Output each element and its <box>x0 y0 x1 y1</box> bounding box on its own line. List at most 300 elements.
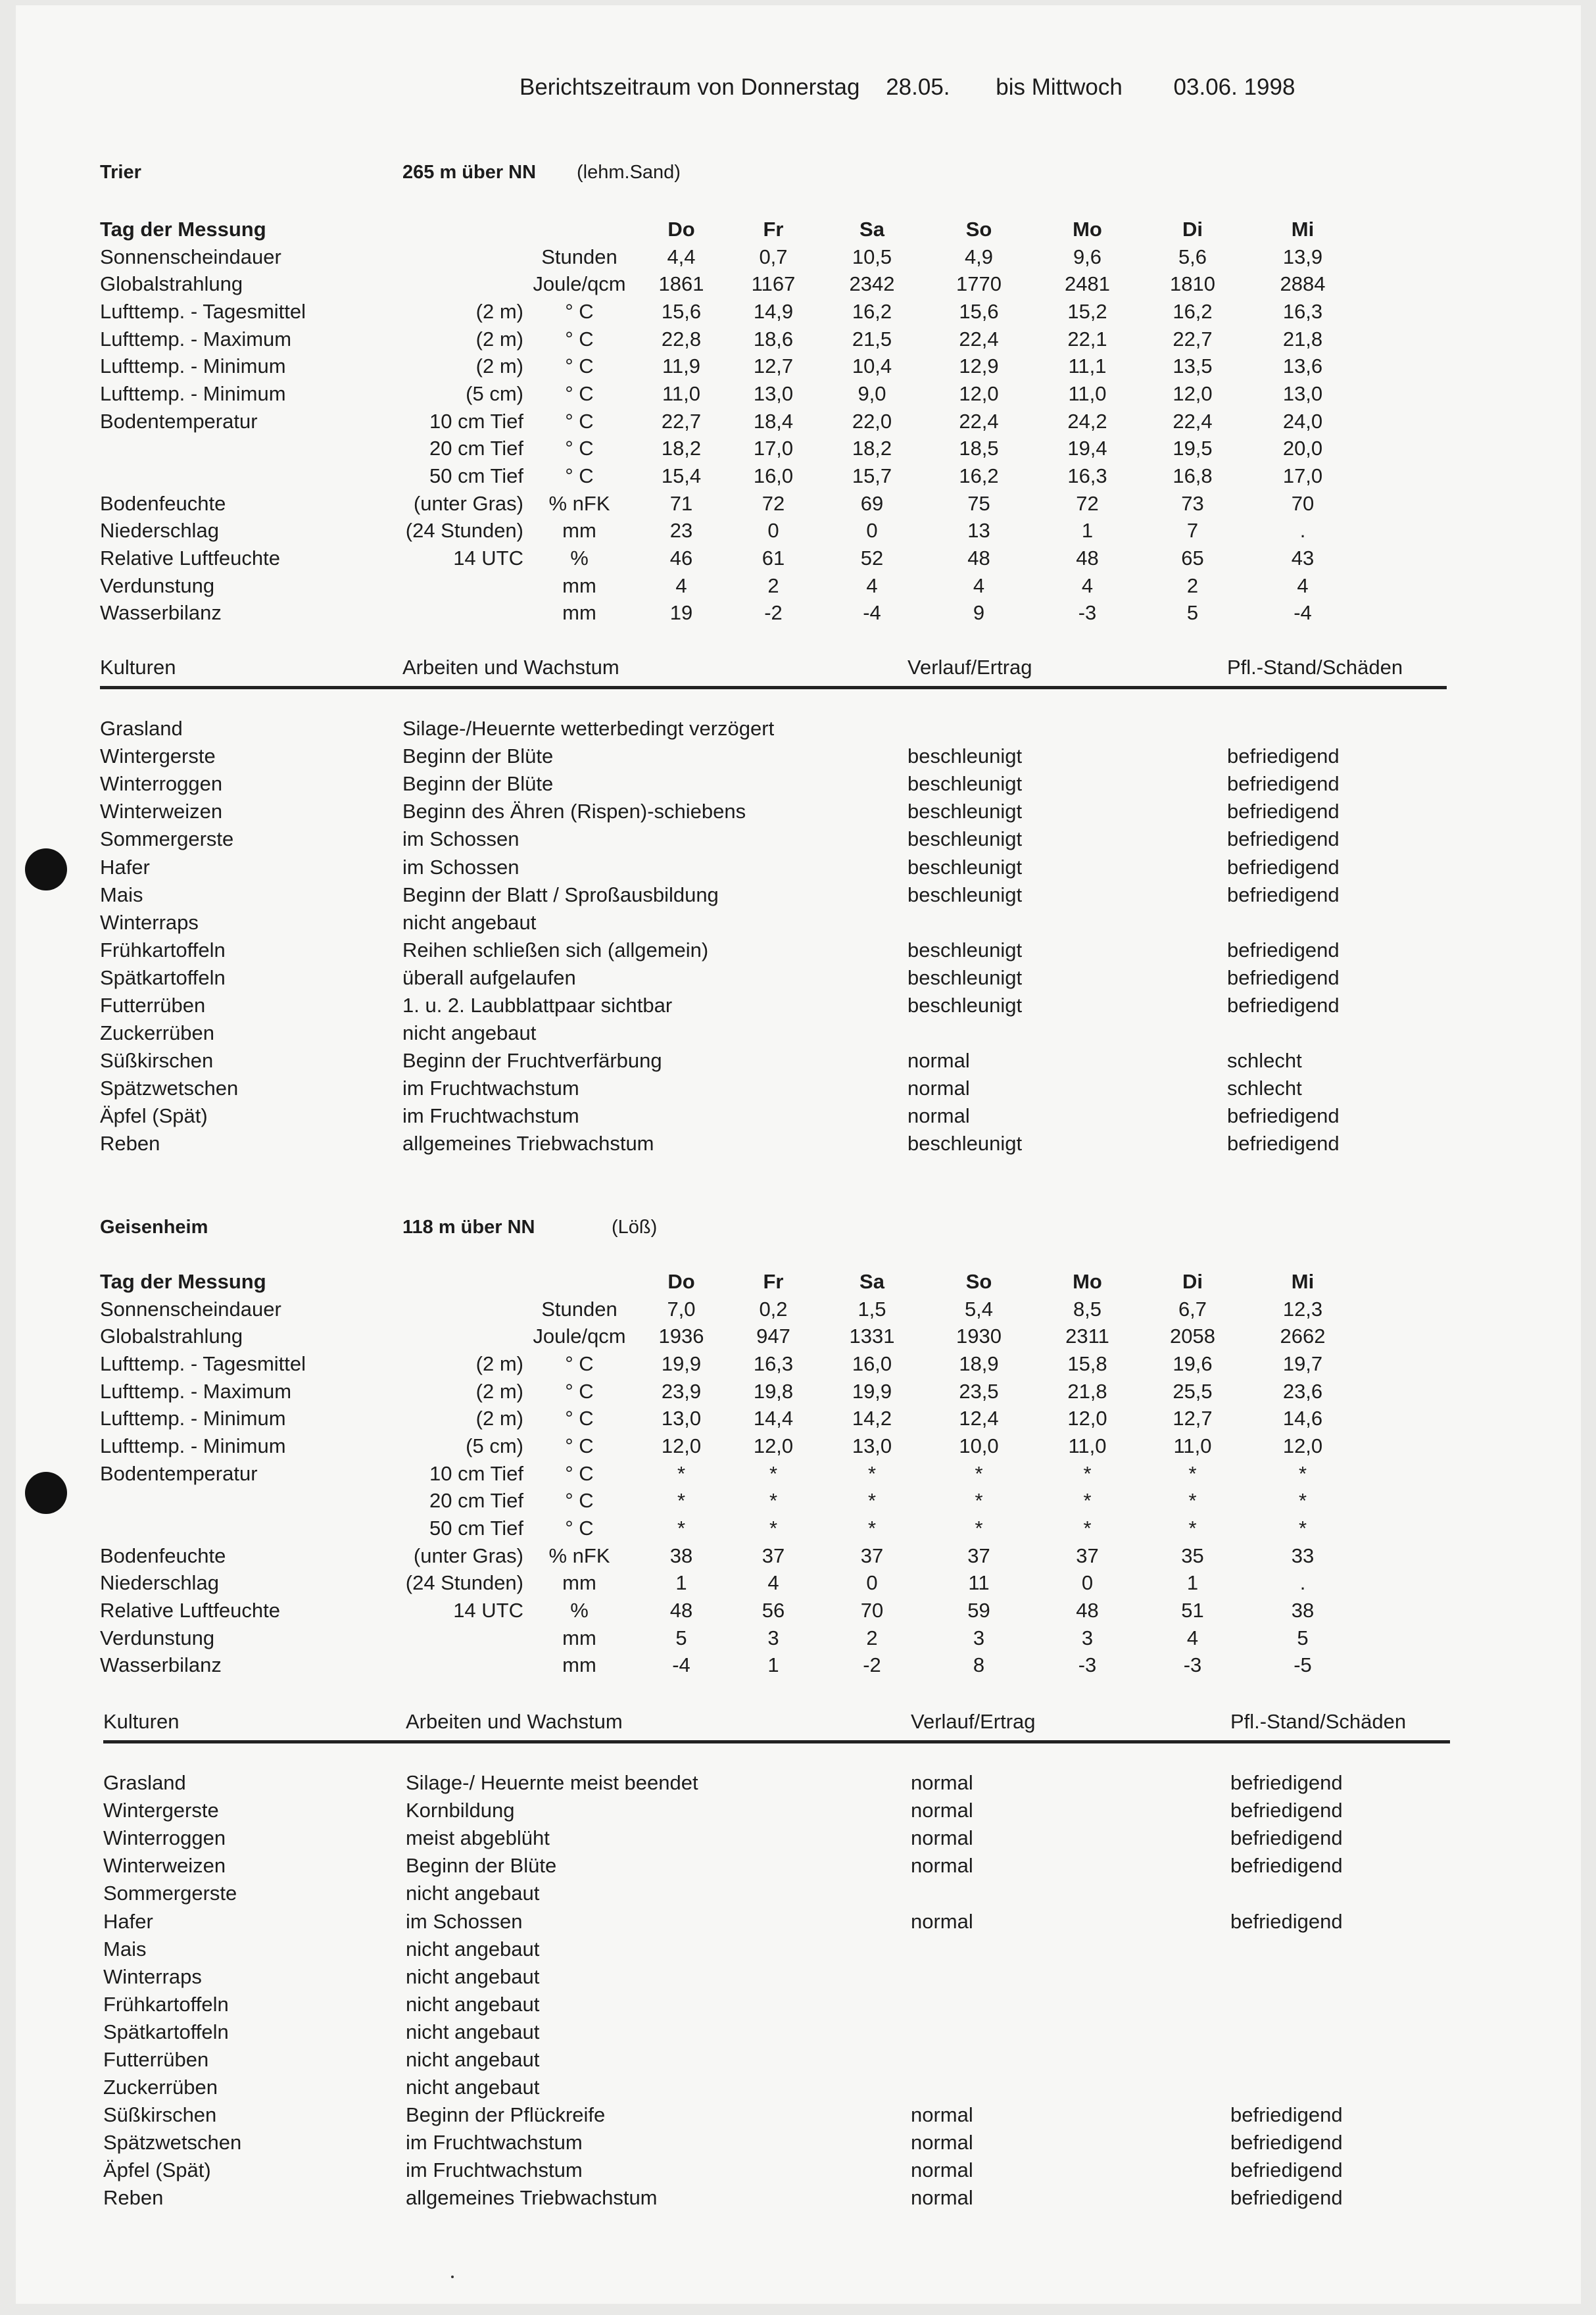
crop-condition: befriedigend <box>1227 938 1340 962</box>
measurement-value: 12,4 <box>959 1407 999 1430</box>
measurement-value: 2 <box>866 1626 878 1649</box>
crop-name: Hafer <box>103 1909 153 1933</box>
measurement-value: * <box>867 1517 877 1540</box>
measurement-label: Bodentemperatur <box>100 409 258 433</box>
measurement-value: 5 <box>675 1626 687 1649</box>
measurement-value: * <box>1298 1461 1307 1485</box>
crop-row <box>103 1963 1454 1991</box>
crop-work: im Schossen <box>406 1909 523 1933</box>
measurement-row <box>100 572 1362 600</box>
measurement-value: 14,6 <box>1282 1407 1323 1430</box>
measurement-value: 19 <box>669 601 693 625</box>
day-header: Mi <box>1291 1269 1315 1293</box>
measurement-value: 4 <box>1297 573 1309 597</box>
measurement-value: 18,9 <box>959 1352 999 1375</box>
measurement-condition: (2 m) <box>475 1379 523 1403</box>
crops-header-verlauf: Verlauf/Ertrag <box>911 1710 1036 1733</box>
measurement-condition: (2 m) <box>475 1352 523 1375</box>
measurement-value: 21,5 <box>852 327 892 351</box>
measurement-value: * <box>1083 1461 1092 1485</box>
crop-row <box>100 798 1451 825</box>
measurement-value: 19,4 <box>1067 437 1107 460</box>
header-cond <box>370 1268 523 1296</box>
measurement-value: 33 <box>1291 1544 1315 1567</box>
crop-name: Reben <box>103 2186 164 2210</box>
measurement-row <box>100 435 1362 463</box>
measurement-condition: (2 m) <box>475 327 523 351</box>
measurement-label: Lufttemp. - Minimum <box>100 381 286 405</box>
measurement-value: 75 <box>967 491 990 515</box>
crop-row <box>100 853 1451 881</box>
crop-name: Hafer <box>100 855 150 879</box>
crop-condition <box>1227 1019 1451 1047</box>
crop-progress: normal <box>907 1104 970 1128</box>
measurement-condition: 50 cm Tief <box>429 1517 523 1540</box>
measurement-value: 4 <box>675 573 687 597</box>
measurement-value: 12,0 <box>959 381 999 405</box>
measurement-label: Wasserbilanz <box>100 1653 222 1677</box>
measurement-condition: 20 cm Tief <box>429 1489 523 1513</box>
crop-work: nicht angebaut <box>406 1964 540 1988</box>
measurement-value: -4 <box>863 601 881 625</box>
measurement-row <box>100 600 1362 627</box>
crop-work: Beginn der Blatt / Sproßausbildung <box>402 883 719 906</box>
measurement-value: 13,0 <box>1282 381 1323 405</box>
crop-condition: befriedigend <box>1227 1104 1340 1128</box>
measurement-value: 2481 <box>1065 272 1110 296</box>
measurement-unit: ° C <box>565 1434 594 1457</box>
crop-name: Futterrüben <box>100 993 206 1017</box>
crop-work: nicht angebaut <box>406 2047 540 2071</box>
measurement-condition: (2 m) <box>475 1407 523 1430</box>
crop-work: Beginn des Ähren (Rispen)-schiebens <box>402 800 746 823</box>
measurement-value: * <box>1188 1517 1197 1540</box>
crop-condition: befriedigend <box>1227 1132 1340 1156</box>
crop-condition: befriedigend <box>1227 827 1340 851</box>
measurement-value: 15,7 <box>852 464 892 488</box>
measurement-value: 24,0 <box>1282 409 1323 433</box>
measurement-label: Niederschlag <box>100 519 219 543</box>
crop-progress: beschleunigt <box>907 993 1023 1017</box>
station-name: Geisenheim <box>100 1217 208 1238</box>
measurement-label: Relative Luftfeuchte <box>100 1599 281 1622</box>
crop-progress <box>911 2018 1230 2046</box>
crop-row <box>100 715 1451 743</box>
measurement-row <box>100 298 1362 326</box>
measurement-value: 15,2 <box>1067 299 1107 323</box>
crop-name: Äpfel (Spät) <box>100 1104 208 1128</box>
crop-work: allgemeines Triebwachstum <box>402 1132 654 1156</box>
measurement-value: -4 <box>672 1653 690 1677</box>
measurement-value: 4,4 <box>667 245 696 268</box>
measurement-value: 22,7 <box>1173 327 1213 351</box>
measurement-label: Verdunstung <box>100 1626 215 1649</box>
measurement-label <box>100 1515 370 1542</box>
crop-condition <box>1230 1936 1454 1963</box>
measurement-row <box>100 243 1362 271</box>
measurement-row <box>100 380 1362 408</box>
measurement-value: 11 <box>968 1571 990 1595</box>
measurement-value: 43 <box>1291 547 1315 570</box>
measurement-value: 23,6 <box>1282 1379 1323 1403</box>
measurement-value: 16,2 <box>959 464 999 488</box>
measurement-table <box>100 216 1362 627</box>
measurement-value: 17,0 <box>753 437 794 460</box>
crop-name: Winterroggen <box>103 1826 226 1850</box>
crop-work: im Schossen <box>402 827 520 851</box>
crop-work: meist abgeblüht <box>406 1826 550 1850</box>
measurement-value: 16,8 <box>1173 464 1213 488</box>
measurement-value: 2058 <box>1170 1325 1215 1348</box>
measurement-value: 22,0 <box>852 409 892 433</box>
measurement-unit: Joule/qcm <box>533 272 626 296</box>
measurement-value: 48 <box>967 547 990 570</box>
measurement-value: 1167 <box>751 272 796 296</box>
measurement-value: 23,9 <box>661 1379 702 1403</box>
crop-row <box>100 1047 1451 1075</box>
measurement-value: 15,6 <box>959 299 999 323</box>
measurement-value: 1 <box>767 1653 779 1677</box>
measurement-value: 2884 <box>1280 272 1326 296</box>
crop-row <box>100 964 1451 992</box>
measurement-value: 10,5 <box>852 245 892 268</box>
measurement-condition: (5 cm) <box>466 381 523 405</box>
crop-name: Winterweizen <box>103 1854 226 1878</box>
measurement-row <box>100 1515 1362 1542</box>
crop-progress: normal <box>911 1909 973 1933</box>
measurement-row <box>100 1405 1362 1432</box>
crops-table <box>103 1769 1454 2212</box>
measurement-unit: ° C <box>565 299 594 323</box>
measurement-row <box>100 490 1362 518</box>
measurement-unit: % nFK <box>548 491 610 515</box>
measurement-label: Niederschlag <box>100 1571 219 1595</box>
measurement-unit: ° C <box>565 464 594 488</box>
crop-row <box>100 1102 1451 1130</box>
measurement-unit: mm <box>562 519 596 543</box>
crop-progress: beschleunigt <box>907 938 1023 962</box>
measurement-value: 22,4 <box>959 409 999 433</box>
crop-progress <box>911 1880 1230 1907</box>
measurement-value: 12,0 <box>1067 1407 1107 1430</box>
crop-condition: befriedigend <box>1230 1854 1343 1878</box>
measurement-value: 18,6 <box>753 327 794 351</box>
measurement-condition <box>370 600 523 627</box>
speck-mark <box>451 2276 454 2278</box>
crop-progress <box>911 2046 1230 2074</box>
measurement-value: 3 <box>767 1626 779 1649</box>
measurement-value: 72 <box>1076 491 1099 515</box>
station-name: Trier <box>100 162 141 183</box>
day-header: Fr <box>763 217 784 241</box>
measurement-value: 0,7 <box>759 245 788 268</box>
measurement-condition: (unter Gras) <box>413 491 523 515</box>
crop-progress: beschleunigt <box>907 883 1023 906</box>
measurement-value: 51 <box>1181 1599 1204 1622</box>
measurement-row <box>100 1460 1362 1488</box>
measurement-value: 22,4 <box>1173 409 1213 433</box>
crop-progress: normal <box>907 1077 970 1100</box>
measurement-value: 38 <box>669 1544 693 1567</box>
measurement-row <box>100 1570 1362 1597</box>
measurement-value: 13,9 <box>1282 245 1323 268</box>
crop-row <box>100 825 1451 853</box>
measurement-condition: (5 cm) <box>466 1434 523 1457</box>
crop-name: Futterrüben <box>103 2047 209 2071</box>
day-header: Do <box>667 217 695 241</box>
crop-progress <box>911 2074 1230 2101</box>
measurement-label: Globalstrahlung <box>100 272 243 296</box>
measurement-row <box>100 1597 1362 1624</box>
measurement-value: 1936 <box>658 1325 704 1348</box>
measurement-value: 2342 <box>849 272 895 296</box>
measurement-label <box>100 1488 370 1515</box>
measurement-value: 16,2 <box>1173 299 1213 323</box>
measurement-value: 11,0 <box>662 381 701 405</box>
measurement-condition: 10 cm Tief <box>429 1461 523 1485</box>
crop-row <box>103 1880 1454 1907</box>
measurement-value: 12,0 <box>753 1434 794 1457</box>
measurement-label: Lufttemp. - Minimum <box>100 1407 286 1430</box>
crop-row <box>100 1075 1451 1102</box>
measurement-condition: 10 cm Tief <box>429 409 523 433</box>
measurement-value: 17,0 <box>1282 464 1323 488</box>
measurement-label: Verdunstung <box>100 573 215 597</box>
station-soil: (Löß) <box>612 1217 658 1238</box>
crop-condition: befriedigend <box>1230 1826 1343 1850</box>
measurement-value: * <box>769 1517 778 1540</box>
crop-name: Spätkartoffeln <box>100 965 226 989</box>
measurement-table <box>100 1268 1362 1679</box>
measurement-unit: ° C <box>565 1407 594 1430</box>
measurement-value: -4 <box>1294 601 1312 625</box>
day-header: Fr <box>763 1269 784 1293</box>
measurement-value: 46 <box>669 547 693 570</box>
crop-progress: beschleunigt <box>907 800 1023 823</box>
measurement-value: 71 <box>669 491 693 515</box>
report-period-header <box>520 74 1295 101</box>
crop-work: nicht angebaut <box>406 2020 540 2043</box>
crops-header-verlauf: Verlauf/Ertrag <box>907 656 1032 679</box>
measurement-value: 16,3 <box>1067 464 1107 488</box>
measurement-row <box>100 1624 1362 1652</box>
measurement-value: 7 <box>1186 519 1199 543</box>
measurement-value: 11,0 <box>1068 381 1107 405</box>
crop-name: Winterraps <box>103 1964 202 1988</box>
measurement-value: 22,8 <box>661 327 702 351</box>
crop-work: überall aufgelaufen <box>402 965 576 989</box>
crop-progress <box>907 1019 1227 1047</box>
measurement-unit: mm <box>562 1571 596 1595</box>
crop-row <box>103 2018 1454 2046</box>
measurement-value: * <box>975 1517 983 1540</box>
day-header: Mo <box>1073 217 1102 241</box>
measurement-value: 1770 <box>956 272 1002 296</box>
measurement-unit: ° C <box>565 1379 594 1403</box>
measurement-value: 18,2 <box>661 437 702 460</box>
crop-progress: beschleunigt <box>907 1132 1023 1156</box>
crop-condition: befriedigend <box>1230 1799 1343 1822</box>
measurement-value: * <box>867 1461 877 1485</box>
measurement-row <box>100 353 1362 380</box>
measurement-value: . <box>1299 1571 1306 1595</box>
measurement-value: 16,3 <box>1282 299 1323 323</box>
measurement-value: 70 <box>860 1599 884 1622</box>
measurement-value: 37 <box>860 1544 884 1567</box>
measurement-value: 8 <box>973 1653 985 1677</box>
measurement-value: 21,8 <box>1067 1379 1107 1403</box>
crop-row <box>103 1797 1454 1824</box>
crop-row <box>103 2184 1454 2212</box>
header-unit <box>523 1268 635 1296</box>
measurement-condition: (2 m) <box>475 299 523 323</box>
measurement-value: * <box>1083 1517 1092 1540</box>
header-label: Tag der Messung <box>100 217 266 241</box>
measurement-row <box>100 1378 1362 1405</box>
crop-progress <box>911 1936 1230 1963</box>
crop-condition: befriedigend <box>1227 772 1340 796</box>
measurement-condition <box>370 270 523 298</box>
measurement-unit: % <box>570 547 589 570</box>
crop-name: Sommergerste <box>100 827 234 851</box>
measurement-condition: 20 cm Tief <box>429 437 523 460</box>
measurement-condition: (24 Stunden) <box>405 519 523 543</box>
measurement-row <box>100 1542 1362 1570</box>
day-header: Do <box>667 1269 695 1293</box>
measurement-value: 10,4 <box>852 354 892 378</box>
crops-header-arbeiten: Arbeiten und Wachstum <box>406 1710 623 1733</box>
crop-row <box>103 2157 1454 2184</box>
measurement-value: 1 <box>675 1571 687 1595</box>
measurement-value: 2311 <box>1065 1325 1109 1348</box>
crop-condition: befriedigend <box>1230 2103 1343 2127</box>
day-header: Mi <box>1291 217 1315 241</box>
measurement-header-row <box>100 216 1362 243</box>
crop-work: nicht angebaut <box>402 1021 537 1045</box>
measurement-value: 5 <box>1297 1626 1309 1649</box>
measurement-value: -5 <box>1294 1653 1312 1677</box>
crop-row <box>103 1769 1454 1797</box>
measurement-value: 11,0 <box>1173 1434 1212 1457</box>
crop-name: Zuckerrüben <box>103 2076 218 2099</box>
crop-row <box>100 881 1451 909</box>
measurement-value: 9,0 <box>858 381 886 405</box>
measurement-value: 48 <box>1076 1599 1099 1622</box>
measurement-label: Lufttemp. - Tagesmittel <box>100 299 306 323</box>
measurement-unit: % nFK <box>548 1544 610 1567</box>
crop-name: Winterweizen <box>100 800 223 823</box>
crop-work: Beginn der Blüte <box>402 744 554 768</box>
measurement-label: Lufttemp. - Maximum <box>100 1379 292 1403</box>
measurement-value: 65 <box>1181 547 1204 570</box>
measurement-value: 15,8 <box>1067 1352 1107 1375</box>
period-to-label: bis Mittwoch <box>996 74 1123 100</box>
station-altitude: 265 m über NN <box>402 162 537 183</box>
measurement-value: 21,8 <box>1282 327 1323 351</box>
measurement-value: -2 <box>863 1653 881 1677</box>
measurement-value: 11,1 <box>1068 354 1107 378</box>
measurement-row <box>100 462 1362 490</box>
crop-progress: beschleunigt <box>907 772 1023 796</box>
measurement-value: 19,8 <box>753 1379 794 1403</box>
crop-name: Äpfel (Spät) <box>103 2158 211 2182</box>
station-altitude: 118 m über NN <box>402 1217 535 1238</box>
measurement-value: 19,9 <box>661 1352 702 1375</box>
crop-progress <box>911 1963 1230 1991</box>
crop-row <box>103 1824 1454 1852</box>
crop-name: Sommergerste <box>103 1882 237 1905</box>
period-start-date: 28.05. <box>886 74 950 100</box>
measurement-condition <box>370 572 523 600</box>
measurement-value: 15,4 <box>661 464 702 488</box>
crop-name: Süßkirschen <box>103 2103 217 2127</box>
crop-condition <box>1227 715 1451 743</box>
crop-name: Grasland <box>100 717 183 741</box>
measurement-value: 13,6 <box>1282 354 1323 378</box>
measurement-value: 61 <box>762 547 785 570</box>
measurement-unit: mm <box>562 1626 596 1649</box>
measurement-value: 0 <box>866 1571 878 1595</box>
measurement-value: 48 <box>669 1599 693 1622</box>
day-header: So <box>965 217 992 241</box>
measurement-value: 13,0 <box>753 381 794 405</box>
crop-row <box>100 992 1451 1019</box>
measurement-value: * <box>677 1461 686 1485</box>
crop-work: Beginn der Pflückreife <box>406 2103 606 2127</box>
crops-header-kulturen: Kulturen <box>100 656 176 679</box>
crop-progress: beschleunigt <box>907 744 1023 768</box>
crop-condition <box>1230 1991 1454 2018</box>
measurement-condition <box>370 1624 523 1652</box>
crop-progress: normal <box>911 2103 973 2127</box>
crop-progress: normal <box>907 1049 970 1073</box>
crop-condition <box>1227 909 1451 937</box>
measurement-condition: (24 Stunden) <box>405 1571 523 1595</box>
crop-work: nicht angebaut <box>406 1992 540 2016</box>
measurement-label: Globalstrahlung <box>100 1325 243 1348</box>
measurement-row <box>100 1652 1362 1680</box>
measurement-value: 5 <box>1186 601 1199 625</box>
crop-row <box>103 1907 1454 1935</box>
measurement-value: 13 <box>967 519 990 543</box>
measurement-value: 947 <box>756 1325 790 1348</box>
measurement-label: Lufttemp. - Maximum <box>100 327 292 351</box>
measurement-value: 20,0 <box>1282 437 1323 460</box>
measurement-value: * <box>1298 1517 1307 1540</box>
measurement-value: 24,2 <box>1067 409 1107 433</box>
measurement-value: 70 <box>1291 491 1315 515</box>
measurement-value: 69 <box>860 491 884 515</box>
measurement-label: Sonnenscheindauer <box>100 1297 281 1321</box>
measurement-value: 9 <box>973 601 985 625</box>
measurement-value: -2 <box>764 601 783 625</box>
crop-name: Wintergerste <box>103 1799 219 1822</box>
measurement-condition <box>370 1652 523 1680</box>
measurement-value: 7,0 <box>667 1297 696 1321</box>
crop-row <box>100 1130 1451 1158</box>
measurement-value: 35 <box>1181 1544 1204 1567</box>
crop-work: nicht angebaut <box>402 910 537 934</box>
crop-row <box>103 2074 1454 2101</box>
measurement-value: * <box>1188 1461 1197 1485</box>
crops-header-arbeiten: Arbeiten und Wachstum <box>402 656 619 679</box>
crop-name: Süßkirschen <box>100 1049 214 1073</box>
day-header: So <box>965 1269 992 1293</box>
crop-name: Winterraps <box>100 910 199 934</box>
measurement-value: * <box>677 1489 686 1513</box>
crop-progress <box>907 909 1227 937</box>
measurement-value: 56 <box>762 1599 785 1622</box>
